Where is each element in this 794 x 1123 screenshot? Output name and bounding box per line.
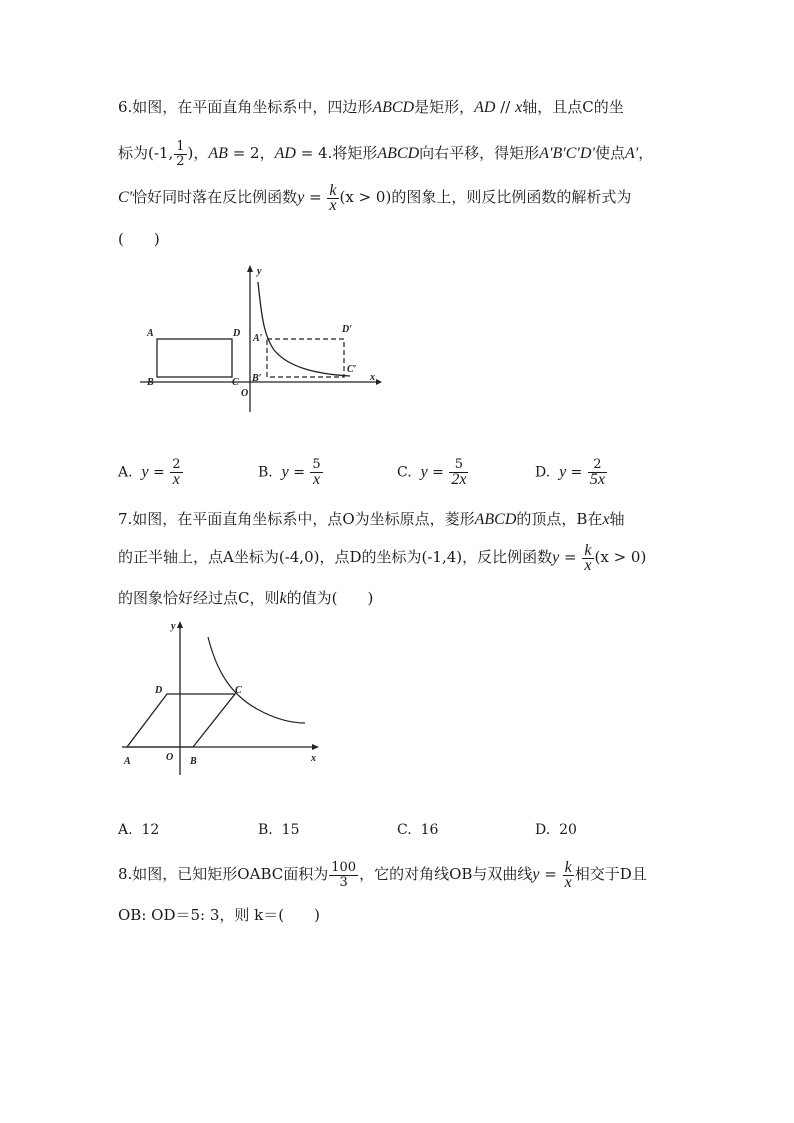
q6-x-arrow: [376, 379, 382, 385]
q6-label-aprime: A′: [253, 333, 263, 344]
q6-answer-paren: ( ): [118, 230, 160, 248]
q7-label-a: A: [124, 756, 131, 767]
q7-label-c: C: [235, 685, 242, 696]
q6-line-1: 6.如图，在平面直角坐标系中，四边形ABCD是矩形，AD // x轴，且点C的坐: [118, 98, 624, 116]
q7-option-c[interactable]: C. 16: [397, 822, 439, 838]
q6-figure: [140, 262, 390, 414]
q7-line-1: 7.如图，在平面直角坐标系中，点O为坐标原点，菱形ABCD的顶点，B在x轴: [118, 510, 625, 528]
q7-x-arrow: [312, 744, 319, 750]
q6-label-d: D: [233, 328, 241, 339]
q6-label-c: C: [232, 377, 239, 388]
q8-line-2: OB: OD＝5: 3，则 k＝( ): [118, 906, 320, 924]
q7-label-x: x: [311, 753, 316, 764]
q6-line-3: C′恰好同时落在反比例函数y = $\frac{k}{x}$ (x > 0)的图象上，则反比例函数的解析式为: [118, 181, 632, 214]
q6-label-x: x: [370, 372, 375, 383]
q6-label-dprime: D′: [342, 324, 353, 335]
q6-option-d[interactable]: D. y = $\frac{2}{5x}$: [535, 457, 605, 488]
q6-label-b: B: [147, 377, 154, 388]
q7-line-3: 的图象恰好经过点C，则k的值为( ): [118, 589, 374, 607]
q7-label-y: y: [171, 621, 176, 632]
q6-frac-kx: $\frac{k}{x}$: [329, 181, 337, 214]
q6-option-b[interactable]: B. y = $\frac{5}{x}$: [258, 457, 321, 488]
q7-option-d[interactable]: D. 20: [535, 822, 577, 838]
q7-label-o: O: [166, 752, 174, 763]
q7-rhombus: [127, 694, 235, 747]
q7-option-b[interactable]: B. 15: [258, 822, 300, 838]
q8-line-1: 8.如图，已知矩形OABC面积为 $\frac{100}{3}$ ，它的对角线OB与双曲线y = $\frac{k}{x}$ 相交于D且: [118, 858, 647, 891]
q6-option-a[interactable]: A. y = $\frac{2}{x}$: [118, 457, 181, 488]
q6-frac-half: $\frac{1}{2}$: [176, 138, 185, 169]
q6-label-cprime: C′: [347, 364, 357, 375]
q7-figure: [117, 615, 332, 775]
q6-label-bprime: B′: [252, 373, 262, 384]
q6-hyperbola: [258, 282, 353, 376]
q7-label-d: D: [155, 685, 163, 696]
q6-option-c[interactable]: C. y = $\frac{5}{2x}$: [397, 457, 467, 488]
q8-frac-area: $\frac{100}{3}$: [331, 859, 357, 890]
q6-label-o: O: [241, 388, 249, 399]
q7-option-a[interactable]: A. 12: [118, 822, 160, 838]
q6-rect-abcd: [157, 339, 232, 377]
q6-rect-shifted: [267, 339, 344, 377]
q7-y-arrow: [177, 621, 183, 628]
q7-label-b: B: [190, 756, 197, 767]
q6-label-a: A: [147, 328, 154, 339]
q7-line-2: 的正半轴上，点A坐标为(-4,0)，点D的坐标为(-1,4)，反比例函数y = $\frac{k}{x}$ (x > 0): [118, 541, 647, 574]
q6-label-y: y: [257, 266, 262, 277]
q6-y-arrow: [247, 265, 253, 272]
q6-line-2: 标为(-1, $\frac{1}{2}$ )，AB = 2，AD = 4.将矩形ABCD向右平移，得矩形A′B′C′D′使点A′，: [118, 138, 654, 169]
